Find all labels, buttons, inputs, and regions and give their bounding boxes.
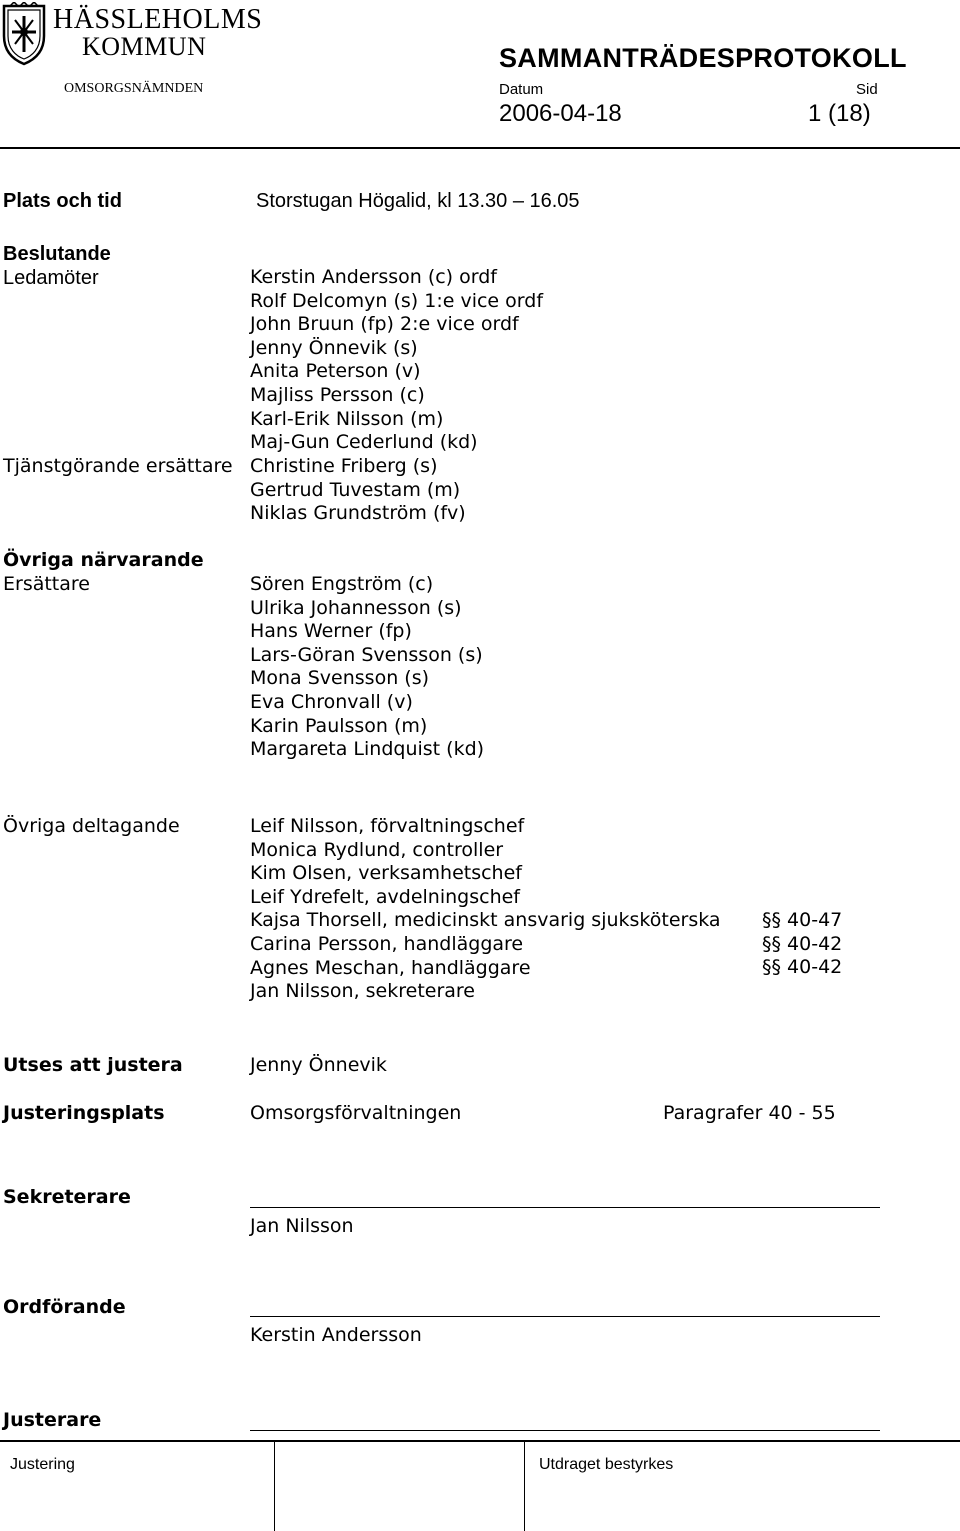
footer-divider-2 — [524, 1442, 525, 1531]
municipality-logo — [2, 2, 46, 66]
ersattare-list — [250, 573, 484, 762]
list-item: Margareta Lindquist (kd) — [250, 738, 485, 761]
justerare-label: Justerare — [3, 1409, 102, 1431]
list-item: Kim Olsen, verksamhetschef — [250, 862, 522, 885]
sekreterare-name: Jan Nilsson — [250, 1215, 354, 1237]
justeringsplats-value: Omsorgsförvaltningen — [250, 1102, 462, 1124]
list-item: Karl-Erik Nilsson (m) — [250, 407, 444, 430]
ledamoter-list — [250, 266, 543, 455]
list-item: John Bruun (fp) 2:e vice ordf — [250, 313, 519, 336]
list-item: Maj-Gun Cederlund (kd) — [250, 431, 478, 454]
list-item: Leif Ydrefelt, avdelningschef — [250, 885, 520, 908]
ovriga-deltagande-list — [250, 815, 721, 1004]
paragraph-range: §§ 40-47 — [762, 909, 843, 931]
list-item: Gertrud Tuvestam (m) — [250, 478, 461, 501]
ersattare-label: Ersättare — [3, 573, 90, 595]
ordforande-label: Ordförande — [3, 1296, 126, 1318]
list-item: Christine Friberg (s) — [250, 455, 438, 477]
list-item: Lars-Göran Svensson (s) — [250, 643, 483, 666]
list-item: Hans Werner (fp) — [250, 620, 412, 643]
plats-label: Plats och tid — [3, 190, 122, 212]
ordforande-signature-line — [250, 1316, 880, 1317]
list-item: Leif Nilsson, förvaltningschef — [250, 815, 525, 837]
list-item: Jenny Önnevik (s) — [250, 336, 418, 359]
list-item: Monica Rydlund, controller — [250, 838, 504, 861]
logo-line1: HÄSSLEHOLMS — [53, 4, 263, 35]
date-label: Datum — [499, 81, 544, 98]
page-label: Sid — [856, 81, 878, 98]
paragraph-range: §§ 40-42 — [762, 956, 843, 979]
footer-rule — [0, 1440, 960, 1442]
footer-divider-1 — [274, 1442, 275, 1531]
list-item: Ulrika Johannesson (s) — [250, 596, 462, 619]
tjanstgorande-list — [250, 455, 466, 526]
paragraph-range: §§ 40-42 — [762, 932, 843, 955]
sekreterare-label: Sekreterare — [3, 1186, 131, 1208]
department-name: OMSORGSNÄMNDEN — [64, 81, 204, 96]
list-item: Sören Engström (c) — [250, 573, 434, 595]
document-title: SAMMANTRÄDESPROTOKOLL — [499, 43, 907, 73]
sekreterare-signature-line — [250, 1207, 880, 1208]
plats-value: Storstugan Högalid, kl 13.30 – 16.05 — [256, 190, 580, 212]
ovriga-deltagande-label: Övriga deltagande — [3, 815, 180, 837]
list-item: Kerstin Andersson (c) ordf — [250, 266, 497, 288]
list-item: Mona Svensson (s) — [250, 667, 430, 690]
list-item: Niklas Grundström (fv) — [250, 502, 466, 525]
list-item: Eva Chronvall (v) — [250, 690, 413, 713]
list-item: Kajsa Thorsell, medicinskt ansvarig sjuksköterska — [250, 909, 721, 932]
document-date: 2006-04-18 — [499, 100, 622, 127]
list-item: Majliss Persson (c) — [250, 383, 425, 406]
header-rule — [0, 147, 960, 149]
paragrafer-value: Paragrafer 40 - 55 — [663, 1102, 836, 1124]
list-item: Rolf Delcomyn (s) 1:e vice ordf — [250, 289, 544, 312]
ovriga-narvarande-heading: Övriga närvarande — [3, 549, 204, 571]
tjanstgorande-label: Tjänstgörande ersättare — [3, 455, 233, 477]
paragraph-ranges — [762, 909, 842, 980]
justeringsplats-label: Justeringsplats — [3, 1102, 165, 1124]
list-item: Karin Paulsson (m) — [250, 714, 428, 737]
logo-line2: KOMMUN — [82, 32, 207, 61]
footer-justering: Justering — [10, 1456, 75, 1473]
list-item: Jan Nilsson, sekreterare — [250, 980, 475, 1003]
list-item: Carina Persson, handläggare — [250, 932, 524, 955]
utses-label: Utses att justera — [3, 1054, 183, 1076]
justerare-signature-line — [250, 1430, 880, 1431]
utses-value: Jenny Önnevik — [250, 1054, 387, 1076]
page-number: 1 (18) — [808, 100, 871, 127]
coat-of-arms-icon — [2, 2, 46, 66]
ledamoter-label: Ledamöter — [3, 267, 99, 289]
ordforande-name: Kerstin Andersson — [250, 1324, 422, 1346]
list-item: Agnes Meschan, handläggare — [250, 956, 531, 979]
list-item: Anita Peterson (v) — [250, 360, 421, 383]
footer-utdraget: Utdraget bestyrkes — [539, 1456, 674, 1473]
beslutande-heading: Beslutande — [3, 243, 111, 265]
